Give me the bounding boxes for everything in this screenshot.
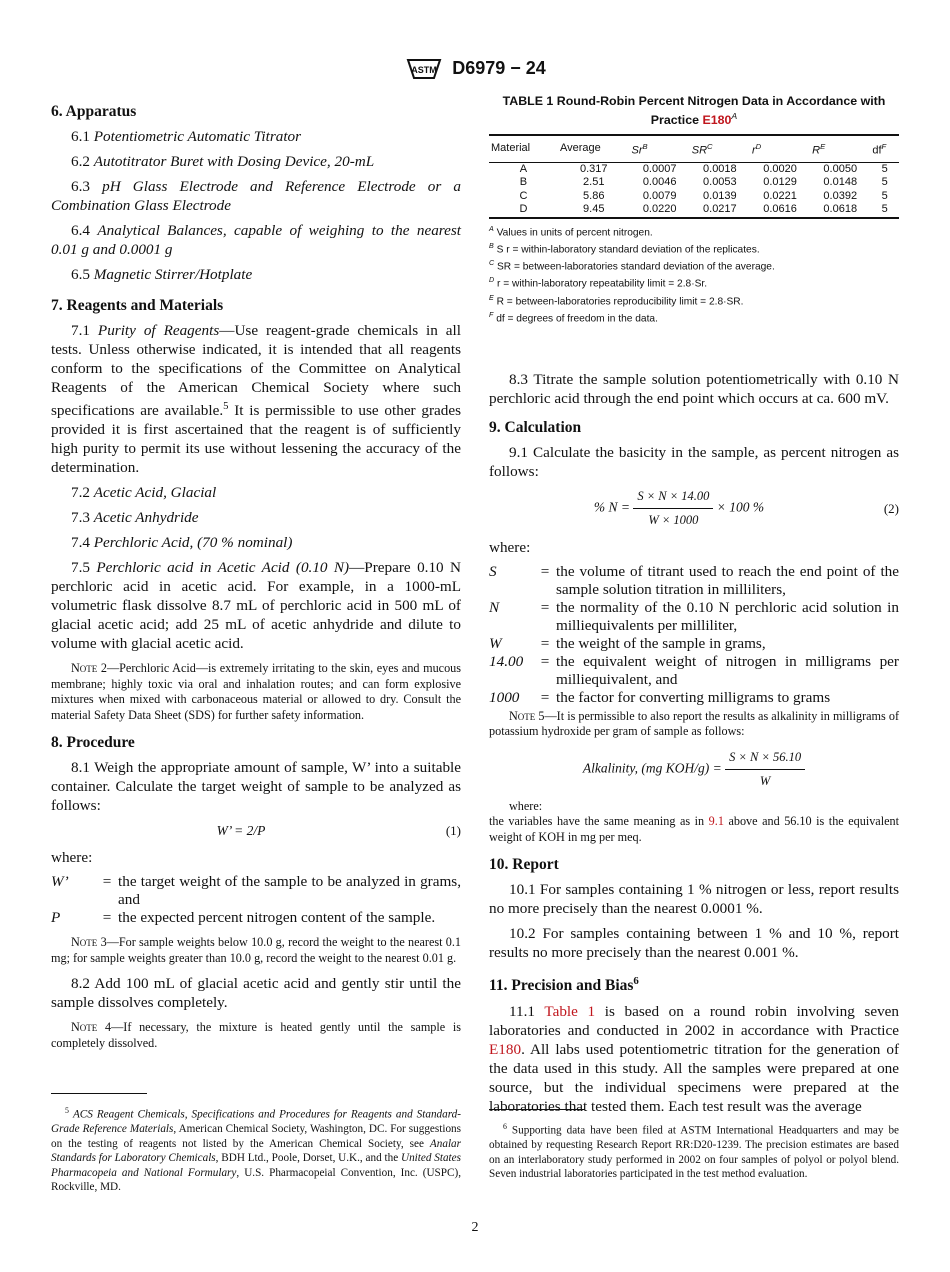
item-number: 7.2 [71,484,90,502]
section-10-heading: 10. Report [489,856,559,874]
table-1-header-cell [558,135,630,162]
table-cell: 0.0217 [690,203,750,218]
item-number: 7.4 [71,534,90,552]
table-cell: 0.0046 [642,176,677,189]
link-e180[interactable]: E180 [489,1040,522,1058]
where-note: where: the variables have the same meaning as in 9.1 above and 56.10 is the equivalent weight of KOH in mg per meq. [489,798,899,844]
definition-equals: = [540,598,550,616]
table-cell: 0.317 [579,162,608,175]
table-1-header-cell [870,135,899,162]
equation-3-fraction: $\frac{S \times N \times 56.10}{W}$ [725,748,805,791]
paragraph-9-1: 9.1 Calculate the basicity in the sample, as percent nitrogen as follows: [489,443,899,480]
table-footnote-mark: D [489,276,495,285]
table-1-body [489,162,899,218]
definition-row [489,563,899,599]
paragraph-8-1: 8.1 Weigh the appropriate amount of sample, W’ into a suitable container. Calculate the target weight of sample to be analyzed as follows: [51,759,462,815]
table-cell: 0.0221 [763,189,797,202]
table-cell: A [519,162,528,175]
definition-equals: = [540,562,550,580]
table-cell: 0.0053 [703,176,737,189]
definition-symbol: 1000 [489,688,520,706]
apparatus-item [51,177,461,215]
header-footnote-ref: E [820,142,826,152]
definition-row [51,909,461,927]
variable-definitions-9 [489,563,899,707]
table-1-header-cell [489,135,558,162]
table-footnote-text: R = between-laboratories reproducibility limit = 2.8·SR. [496,295,744,307]
where-label-9: where: [489,538,531,556]
item-text: pH Glass Electrode and Reference Electrode or a Combination Glass Electrode [51,178,461,214]
table-row [489,203,899,218]
table-1-header-cell [750,135,810,162]
definition-text: the factor for converting milligrams to grams [556,688,831,706]
definition-row [489,635,899,653]
definition-text: the weight of the sample in grams, [556,634,766,652]
footnote-6: $^6$ Supporting data have been filed at ASTM International Headquarters and may be obtained by requesting Research Report RR:D20-1239. The precision estimates are based on an interlaboratory study performed in 2002 on four samples of polyol or polyol blend. Seven industrial laboratories participated in the test method evaluation. [489,1122,900,1181]
definition-equals: = [540,652,550,670]
item-text: Autotitrator Buret with Dosing Device, 20-mL [93,153,375,170]
header-label: R [812,144,821,157]
page-number: 2 [471,1220,479,1235]
definition-text: the target weight of the sample to be analyzed in grams, and [118,873,461,909]
paragraph-10-2: 10.2 For samples containing between 1 % and 10 %, report results no more precisely than the nearest 0.001 %. [489,925,899,962]
note-3: Note 3—For sample weights below 10.0 g, record the weight to the nearest 0.1 mg; for sample weights greater than 10.0 g, record the weight to the nearest 0.01 g. [51,935,462,965]
table-cell: 5.86 [583,189,605,202]
table-1-footnotes [489,223,899,326]
definition-symbol: N [489,598,500,616]
table-1-header-row [489,135,899,162]
definition-text: the volume of titrant used to reach the end point of the sample solution titration in milliliters, [556,562,899,598]
note-2: Note 2—Perchloric Acid—is extremely irritating to the skin, eyes and mucous membrane; highly toxic via oral and inhalation routes; and can form explosive mixtures when mixed with carbonaceous material or allowed to dry. Consult the material Safety Data Sheet (SDS) for further safety information. [51,661,462,722]
table-footnote [489,274,899,291]
definition-text: the normality of the 0.10 N perchloric acid solution in milliequivalents per milliliter, [556,598,899,634]
table-cell: 5 [881,162,888,175]
equation-1: W’ = 2/P (1) [216,823,461,839]
apparatus-item [51,221,461,259]
table-footnote [489,309,899,326]
note-5: Note 5—It is permissible to also report the results as alkalinity in milligrams of potassium hydroxide per gram of sample as follows: [489,708,900,739]
header-label: Average [559,142,601,155]
table-cell: 0.0616 [750,203,810,218]
table-cell: 0.0018 [703,162,737,175]
item-number: 6.3 [71,178,90,195]
table-cell: 0.0220 [630,203,690,218]
item-number: 6.1 [71,128,90,145]
page-header [0,54,950,82]
section-8-heading: 8. Procedure [51,734,135,752]
definition-symbol: W’ [51,873,69,891]
table-1-header-cell [810,135,870,162]
document-designation: D6979 − 24 [452,57,546,78]
equation-2: % N = $\frac{S \times N \times 14.00}{W \times 1000}$ × 100 % (2) [489,487,899,530]
table-cell: 0.0139 [703,189,737,202]
table-1-caption: TABLE 1 Round-Robin Percent Nitrogen Data in Accordance with Practice $E180^A$ [502,94,886,128]
item-text: Acetic Acid, Glacial [93,484,217,502]
definition-row [489,689,899,707]
footnote-rule-right [489,1109,585,1110]
table-footnote-text: Values in units of percent nitrogen. [496,227,653,239]
link-9-1[interactable]: 9.1 [708,814,724,829]
footnote-ref-5: 5 [223,401,229,412]
definition-equals: = [540,634,550,652]
reagent-item [51,508,461,527]
equation-2-fraction: $\frac{S \times N \times 14.00}{W \times 1000}$ [633,487,713,530]
definition-row [51,873,461,909]
header-label: df [872,144,882,157]
item-text: Analytical Balances, capable of weighing to the nearest 0.01 g and 0.0001 g [51,222,462,258]
table-footnote-mark: F [489,310,494,319]
header-footnote-ref: B [642,142,648,152]
section-6-heading: 6. Apparatus [51,103,137,120]
apparatus-item [51,152,461,171]
definition-equals: = [540,688,550,706]
paragraph-8-3: 8.3 Titrate the sample solution potentiometrically with 0.10 N perchloric acid through the end point which occurs at ca. 600 mV. [489,370,899,407]
header-label: SR [691,144,708,157]
apparatus-item [51,127,461,146]
definition-row [489,599,899,635]
header-label: Material [491,142,531,155]
header-label: r [751,144,756,157]
item-number: 6.5 [71,266,90,283]
astm-logo-icon [404,54,444,82]
right-column [489,92,899,1122]
table-cell: 5 [881,176,888,189]
apparatus-list [51,127,461,284]
definition-equals: = [102,873,112,891]
table-footnote-text: df = degrees of freedom in the data. [496,313,658,325]
definition-row [489,653,899,689]
reagent-item [51,483,461,502]
paragraph-8-2: 8.2 Add 100 mL of glacial acetic acid and gently stir until the sample dissolves completely. [51,975,461,1012]
table-row [489,176,899,190]
table-cell: D [489,203,558,218]
table-footnote-text: S r = within-laboratory standard deviation of the replicates. [496,244,760,256]
item-number: 7.3 [71,509,90,527]
definition-symbol: 14.00 [489,652,524,670]
variable-definitions-8 [51,873,461,927]
table-1-header-cell [690,135,750,162]
table-cell: 9.45 [558,203,630,218]
table-footnote-text: SR = between-laboratories standard deviation of the average. [497,261,775,273]
table-footnote [489,292,899,309]
paragraph-10-1: 10.1 For samples containing 1 % nitrogen or less, report results no more precisely than the nearest 0.0001 %. [489,881,899,918]
note-4: Note 4—If necessary, the mixture is heated gently until the sample is completely dissolved. [51,1020,462,1050]
header-footnote-ref: C [707,142,713,152]
table-cell: 0.0079 [642,189,677,202]
table-1 [489,134,899,219]
paragraph-7-1: 7.1 Purity of Reagents—Use reagent-grade chemicals in all tests. Unless otherwise indicated, it is intended that all reagents conform to the specifications of the Committee on Analytical Reagents of the American Chemical Society where such specifications are available.$^5$ It is permissible to use other grades provided it is first ascertained that the reagent is of sufficiently high purity to permit its use without lessening the accuracy of the determination. [51,322,461,477]
definition-text: the expected percent nitrogen content of the sample. [118,909,436,927]
table-cell: 0.0148 [823,176,858,189]
table-cell: 0.0050 [823,162,858,175]
table-cell: C [519,189,528,202]
link-table-1[interactable]: Table 1 [544,1002,596,1020]
apparatus-item [51,265,461,284]
paragraph-11-1: 11.1 Table 1 is based on a round robin involving seven laboratories and conducted in 2002 in accordance with Practice E180. All labs used potentiometric titration for the generation of the data used in this study. All the samples were prepared at one source, but the individual specimens were prepared at the laboratories that tested them. Each test result was the average [489,1002,900,1115]
table-cell: 5 [881,189,888,202]
where-label: where: [51,849,93,867]
item-text: Potentiometric Automatic Titrator [93,128,302,145]
equation-3: Alkalinity, (mg KOH/g) = $\frac{S \times N \times 56.10}{W}$ [489,748,899,791]
table-row [489,162,899,176]
table-footnote [489,223,899,240]
definition-text: the equivalent weight of nitrogen in milligrams per milliequivalent, and [556,652,899,688]
table-row [489,190,899,204]
item-text: Magnetic Stirrer/Hotplate [93,266,253,283]
table-cell: 0.0392 [823,189,858,202]
table-footnote [489,240,899,257]
table-footnote-mark: C [489,259,495,268]
table-footnote-mark: E [489,293,494,302]
definition-symbol: W [489,634,502,652]
table-cell: 0.0020 [763,162,797,175]
svg-text:ASTM: ASTM [411,65,437,75]
table-footnote [489,257,899,274]
definition-symbol: S [489,562,497,580]
table-footnote-mark: A [489,224,494,233]
table-cell: 0.0618 [810,203,870,218]
table-1-header-cell [630,135,690,162]
table-cell: B [519,176,528,189]
footnote-5: $^5$ ACS Reagent Chemicals, Specifications and Procedures for Reagents and Standard-Grade Reference Materials, American Chemical Society, Washington, DC. For suggestions on the testing of reagents not listed by the American Chemical Society, see Analar Standards for Laboratory Chemicals, BDH Ltd., Poole, Dorset, U.K., and the United States Pharmacopeia and National Formulary, U.S. Pharmacopeial Convention, Inc. (USPC), Rockville, MD. [51,1106,461,1194]
table-footnote-text: r = within-laboratory repeatability limit = 2.8·Sr. [497,278,708,290]
reagents-list [51,483,461,552]
header-label: Sr [631,144,643,157]
definition-symbol: P [51,909,61,927]
section-11-heading: 11. Precision and Bias$^6$ [489,975,639,995]
paragraph-7-5: 7.5 Perchloric acid in Acetic Acid (0.10 N)—Prepare 0.10 N perchloric acid in acetic acid. For example, in a 1000-mL volumetric flask dissolve 8.7 mL of perchloric acid in 500 mL of glacial acetic acid; add 25 mL of acetic anhydride and dilute to volume with glacial acetic acid. [51,559,461,653]
item-text: Acetic Anhydride [93,509,199,527]
table-footnote-mark: B [489,241,494,250]
table-cell: 0.0129 [763,176,797,189]
definition-equals: = [102,909,112,927]
reagent-item [51,533,461,552]
item-text: Perchloric Acid, (70 % nominal) [93,534,293,552]
left-column [51,92,461,1059]
header-footnote-ref: F [881,142,887,152]
section-9-heading: 9. Calculation [489,418,582,436]
table-cell: 0.0007 [642,162,677,175]
item-number: 6.2 [71,153,90,170]
table-cell: 2.51 [583,176,605,189]
item-number: 6.4 [71,222,90,239]
header-footnote-ref: D [755,142,762,152]
section-7-heading: 7. Reagents and Materials [51,297,224,314]
table-cell: 5 [870,203,899,218]
link-e180-caption[interactable]: E180 [702,113,732,128]
footnote-rule-left [51,1093,147,1094]
